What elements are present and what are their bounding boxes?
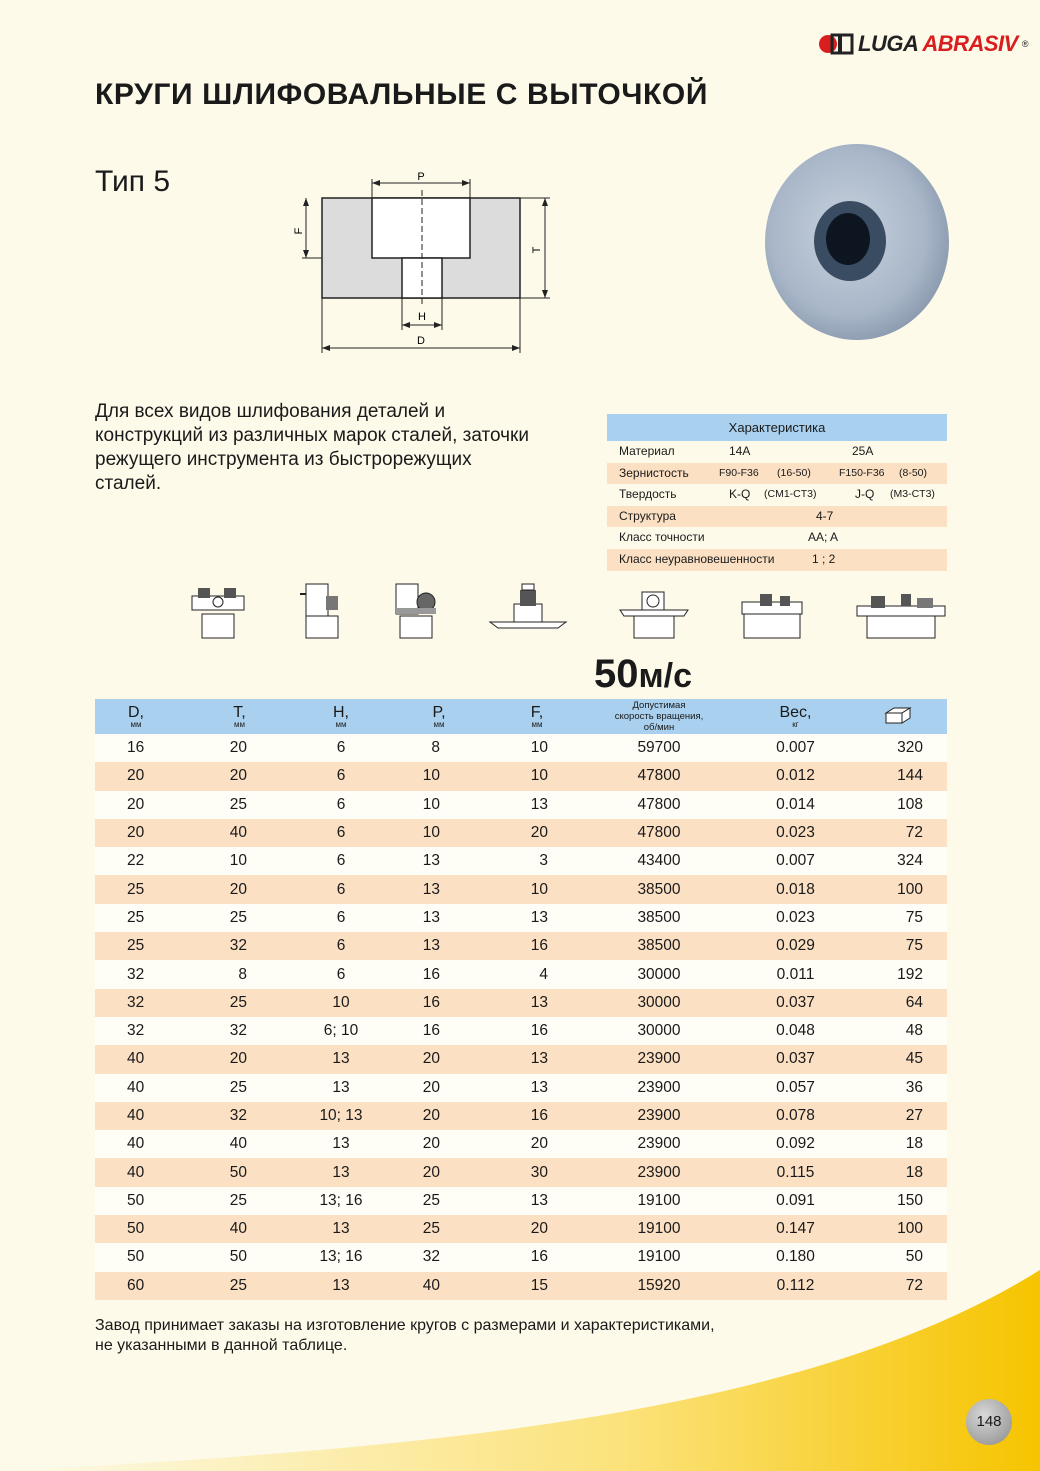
table-row — [95, 1158, 947, 1186]
table-cell: 36 — [849, 1074, 947, 1102]
table-row — [95, 989, 947, 1017]
table-cell: 32 — [177, 1017, 302, 1045]
table-cell: 64 — [849, 989, 947, 1017]
table-cell: 32 — [95, 989, 177, 1017]
table-cell: 10 — [498, 875, 576, 903]
table-cell: 19100 — [576, 1187, 742, 1215]
table-cell: 72 — [849, 819, 947, 847]
table-cell: 10 — [498, 734, 576, 762]
table-cell: 50 — [95, 1187, 177, 1215]
table-cell: 13 — [380, 875, 498, 903]
table-cell: 40 — [95, 1158, 177, 1186]
table-cell: 18 — [849, 1130, 947, 1158]
logo-text-luga: LUGA — [858, 31, 919, 56]
char-label: Класс точности — [619, 530, 705, 545]
table-cell: 6 — [302, 791, 380, 819]
char-value: F150-F36 — [839, 466, 885, 479]
table-cell: 20 — [177, 734, 302, 762]
table-cell: 0.029 — [742, 932, 849, 960]
table-cell: 13; 16 — [302, 1243, 380, 1271]
table-cell: 108 — [849, 791, 947, 819]
characteristics-table — [607, 414, 947, 571]
table-row — [95, 734, 947, 762]
table-cell: 13 — [302, 1045, 380, 1073]
table-cell: 16 — [498, 1102, 576, 1130]
table-cell: 4 — [498, 960, 576, 988]
package-box-icon — [884, 705, 912, 725]
table-cell: 10 — [302, 989, 380, 1017]
table-cell: 192 — [849, 960, 947, 988]
table-row — [95, 960, 947, 988]
table-cell: 13 — [498, 1074, 576, 1102]
machine-sharpener-icon — [618, 580, 690, 640]
table-cell: 13 — [498, 1187, 576, 1215]
table-row — [95, 1215, 947, 1243]
table-cell: 100 — [849, 1215, 947, 1243]
table-cell: 10 — [177, 847, 302, 875]
footer-note — [95, 1316, 815, 1356]
table-cell: 3 — [498, 847, 576, 875]
machine-internal-grinder-icon — [855, 580, 947, 640]
table-cell: 75 — [849, 904, 947, 932]
col-h: H, мм — [302, 699, 380, 734]
table-row — [95, 1045, 947, 1073]
table-cell: 23900 — [576, 1074, 742, 1102]
table-cell: 20 — [177, 875, 302, 903]
table-cell: 27 — [849, 1102, 947, 1130]
table-cell: 13 — [498, 791, 576, 819]
table-cell: 20 — [177, 762, 302, 790]
table-cell: 0.037 — [742, 989, 849, 1017]
char-label: Класс неуравновешенности — [619, 551, 775, 566]
table-cell: 320 — [849, 734, 947, 762]
table-cell: 0.112 — [742, 1272, 849, 1300]
table-cell: 20 — [177, 1045, 302, 1073]
table-cell: 48 — [849, 1017, 947, 1045]
table-cell: 6 — [302, 932, 380, 960]
table-cell: 6 — [302, 762, 380, 790]
table-cell: 16 — [380, 1017, 498, 1045]
table-row — [95, 819, 947, 847]
table-row — [95, 875, 947, 903]
table-cell: 25 — [177, 1272, 302, 1300]
table-cell: 20 — [95, 791, 177, 819]
table-cell: 43400 — [576, 847, 742, 875]
table-cell: 23900 — [576, 1045, 742, 1073]
table-cell: 30000 — [576, 1017, 742, 1045]
table-cell: 0.023 — [742, 819, 849, 847]
table-cell: 0.007 — [742, 847, 849, 875]
col-t: T, мм — [177, 699, 302, 734]
table-cell: 20 — [498, 819, 576, 847]
table-cell: 15920 — [576, 1272, 742, 1300]
table-cell: 13 — [302, 1158, 380, 1186]
table-cell: 25 — [95, 875, 177, 903]
table-cell: 13 — [380, 847, 498, 875]
table-cell: 25 — [177, 1074, 302, 1102]
char-row-accuracy — [607, 527, 947, 549]
char-row-imbalance — [607, 549, 947, 571]
machine-tool-grinder-icon — [392, 580, 442, 640]
table-row — [95, 1074, 947, 1102]
table-cell: 47800 — [576, 819, 742, 847]
char-value: 25A — [852, 444, 874, 458]
table-cell: 6; 10 — [302, 1017, 380, 1045]
table-cell: 13 — [380, 904, 498, 932]
page-title: КРУГИ ШЛИФОВАЛЬНЫЕ С ВЫТОЧКОЙ — [95, 78, 709, 111]
table-cell: 30 — [498, 1158, 576, 1186]
table-cell: 23900 — [576, 1158, 742, 1186]
table-cell: 13 — [498, 904, 576, 932]
table-cell: 13 — [302, 1215, 380, 1243]
table-cell: 50 — [849, 1243, 947, 1271]
table-row — [95, 1272, 947, 1300]
table-cell: 13 — [498, 1045, 576, 1073]
table-cell: 0.018 — [742, 875, 849, 903]
table-cell: 16 — [498, 1017, 576, 1045]
logo-registered: ® — [1021, 39, 1029, 49]
table-cell: 25 — [177, 1187, 302, 1215]
table-row — [95, 762, 947, 790]
page-number: 148 — [966, 1399, 1012, 1445]
machine-cylindrical-grinder-icon — [740, 580, 804, 640]
table-cell: 0.014 — [742, 791, 849, 819]
table-cell: 0.007 — [742, 734, 849, 762]
speed-unit: м/с — [638, 657, 693, 695]
table-cell: 19100 — [576, 1243, 742, 1271]
char-value: J-Q — [855, 487, 875, 502]
table-cell: 0.057 — [742, 1074, 849, 1102]
char-value: 4-7 — [816, 508, 834, 523]
table-cell: 32 — [95, 1017, 177, 1045]
table-header-row — [95, 699, 947, 734]
table-cell: 20 — [95, 819, 177, 847]
table-cell: 13 — [498, 989, 576, 1017]
table-row — [95, 847, 947, 875]
label-t: T — [531, 246, 543, 254]
table-cell: 45 — [849, 1045, 947, 1073]
table-cell: 8 — [177, 960, 302, 988]
col-p: P, мм — [380, 699, 498, 734]
label-p: P — [417, 171, 425, 183]
table-row — [95, 904, 947, 932]
table-row — [95, 1102, 947, 1130]
table-cell: 59700 — [576, 734, 742, 762]
char-label: Зернистость — [619, 465, 689, 480]
table-cell: 23900 — [576, 1130, 742, 1158]
table-cell: 13 — [302, 1272, 380, 1300]
table-cell: 0.037 — [742, 1045, 849, 1073]
table-cell: 13 — [380, 932, 498, 960]
col-pack — [849, 699, 947, 734]
table-cell: 18 — [849, 1158, 947, 1186]
col-rpm: Допустимая скорость вращения, об/мин — [576, 699, 742, 734]
brand-logo — [818, 28, 1029, 60]
table-cell: 25 — [95, 904, 177, 932]
table-cell: 10 — [498, 762, 576, 790]
table-cell: 72 — [849, 1272, 947, 1300]
table-cell: 40 — [95, 1045, 177, 1073]
table-cell: 25 — [95, 932, 177, 960]
table-cell: 19100 — [576, 1215, 742, 1243]
char-value: 1 ; 2 — [812, 551, 836, 566]
table-cell: 47800 — [576, 791, 742, 819]
table-cell: 20 — [95, 762, 177, 790]
speed-rating — [594, 652, 692, 697]
table-cell: 47800 — [576, 762, 742, 790]
table-cell: 38500 — [576, 904, 742, 932]
table-cell: 6 — [302, 819, 380, 847]
table-cell: 40 — [95, 1130, 177, 1158]
char-value: (M3-CT3) — [890, 488, 935, 501]
machine-vertical-grinder-icon — [300, 580, 350, 640]
description: Для всех видов шлифования деталей и конструкций из различных марок сталей, заточки режущего инструмента из быстрорежущих сталей. — [95, 401, 529, 494]
table-cell: 16 — [498, 1243, 576, 1271]
char-label: Структура — [619, 508, 676, 523]
label-h: H — [418, 311, 426, 323]
table-cell: 16 — [498, 932, 576, 960]
table-cell: 40 — [380, 1272, 498, 1300]
col-d: D, мм — [95, 699, 177, 734]
char-value: (CM1-CT3) — [764, 488, 817, 501]
table-cell: 40 — [177, 1130, 302, 1158]
table-cell: 20 — [498, 1215, 576, 1243]
table-cell: 150 — [849, 1187, 947, 1215]
table-cell: 32 — [177, 932, 302, 960]
table-cell: 20 — [498, 1130, 576, 1158]
table-cell: 38500 — [576, 875, 742, 903]
table-cell: 6 — [302, 847, 380, 875]
table-cell: 144 — [849, 762, 947, 790]
char-value: F90-F36 — [719, 466, 759, 479]
char-row-hardness — [607, 484, 947, 506]
table-cell: 25 — [380, 1215, 498, 1243]
table-cell: 0.011 — [742, 960, 849, 988]
table-cell: 0.180 — [742, 1243, 849, 1271]
char-value: 14A — [729, 444, 751, 458]
table-cell: 25 — [177, 791, 302, 819]
label-d: D — [417, 335, 425, 347]
table-cell: 25 — [380, 1187, 498, 1215]
char-label: Твердость — [619, 487, 677, 502]
char-value: (16-50) — [777, 466, 811, 479]
table-cell: 15 — [498, 1272, 576, 1300]
table-cell: 50 — [177, 1158, 302, 1186]
table-cell: 23900 — [576, 1102, 742, 1130]
machine-bench-grinder-icon — [488, 580, 568, 640]
table-cell: 100 — [849, 875, 947, 903]
table-cell: 20 — [380, 1045, 498, 1073]
table-cell: 20 — [380, 1074, 498, 1102]
speed-value: 50 — [594, 652, 639, 696]
table-cell: 6 — [302, 904, 380, 932]
char-value: AA; A — [808, 530, 839, 545]
table-cell: 10 — [380, 791, 498, 819]
table-cell: 40 — [177, 1215, 302, 1243]
wheel-photo — [760, 135, 955, 345]
table-cell: 6 — [302, 875, 380, 903]
table-cell: 40 — [95, 1102, 177, 1130]
table-cell: 75 — [849, 932, 947, 960]
table-cell: 32 — [380, 1243, 498, 1271]
machine-surface-grinder-icon — [188, 580, 248, 640]
table-cell: 20 — [380, 1130, 498, 1158]
table-cell: 0.147 — [742, 1215, 849, 1243]
table-cell: 6 — [302, 960, 380, 988]
table-cell: 13 — [302, 1130, 380, 1158]
table-cell: 30000 — [576, 989, 742, 1017]
table-cell: 10; 13 — [302, 1102, 380, 1130]
char-value: (8-50) — [899, 466, 928, 479]
logo-text-abrasiv: ABRASIV — [922, 31, 1018, 56]
char-row-grit — [607, 463, 947, 485]
table-cell: 0.091 — [742, 1187, 849, 1215]
table-cell: 10 — [380, 819, 498, 847]
table-cell: 0.048 — [742, 1017, 849, 1045]
table-row — [95, 1187, 947, 1215]
table-cell: 0.023 — [742, 904, 849, 932]
footer-note-line-2: не указанными в данной таблице. — [95, 1337, 348, 1354]
table-cell: 16 — [380, 989, 498, 1017]
table-cell: 0.012 — [742, 762, 849, 790]
table-cell: 8 — [380, 734, 498, 762]
table-cell: 16 — [95, 734, 177, 762]
table-cell: 32 — [95, 960, 177, 988]
char-row-material — [607, 441, 947, 463]
table-cell: 22 — [95, 847, 177, 875]
profile-drawing — [290, 165, 560, 360]
table-cell: 10 — [380, 762, 498, 790]
table-row — [95, 932, 947, 960]
table-cell: 13 — [302, 1074, 380, 1102]
char-value: K-Q — [729, 487, 751, 502]
table-cell: 25 — [177, 904, 302, 932]
table-cell: 38500 — [576, 932, 742, 960]
table-row — [95, 1243, 947, 1271]
char-row-structure — [607, 506, 947, 528]
table-cell: 20 — [380, 1158, 498, 1186]
table-cell: 6 — [302, 734, 380, 762]
table-cell: 16 — [380, 960, 498, 988]
logo-mark-icon — [818, 30, 854, 58]
table-cell: 50 — [177, 1243, 302, 1271]
col-weight: Вес, кг — [742, 699, 849, 734]
col-f: F, мм — [498, 699, 576, 734]
type-label: Тип 5 — [95, 165, 171, 198]
char-label: Материал — [619, 444, 675, 458]
table-cell: 324 — [849, 847, 947, 875]
table-cell: 0.092 — [742, 1130, 849, 1158]
characteristics-header: Характеристика — [607, 414, 947, 441]
table-row — [95, 1130, 947, 1158]
footer-note-line-1: Завод принимает заказы на изготовление кругов с размерами и характеристиками, — [95, 1317, 715, 1334]
table-row — [95, 1017, 947, 1045]
table-cell: 50 — [95, 1215, 177, 1243]
table-cell: 25 — [177, 989, 302, 1017]
table-cell: 40 — [95, 1074, 177, 1102]
table-cell: 50 — [95, 1243, 177, 1271]
table-cell: 20 — [380, 1102, 498, 1130]
table-cell: 13; 16 — [302, 1187, 380, 1215]
table-cell: 30000 — [576, 960, 742, 988]
table-row — [95, 791, 947, 819]
table-cell: 32 — [177, 1102, 302, 1130]
table-cell: 0.078 — [742, 1102, 849, 1130]
table-cell: 0.115 — [742, 1158, 849, 1186]
table-cell: 60 — [95, 1272, 177, 1300]
dimensions-table — [95, 699, 947, 1300]
table-cell: 40 — [177, 819, 302, 847]
label-f: F — [293, 227, 305, 235]
